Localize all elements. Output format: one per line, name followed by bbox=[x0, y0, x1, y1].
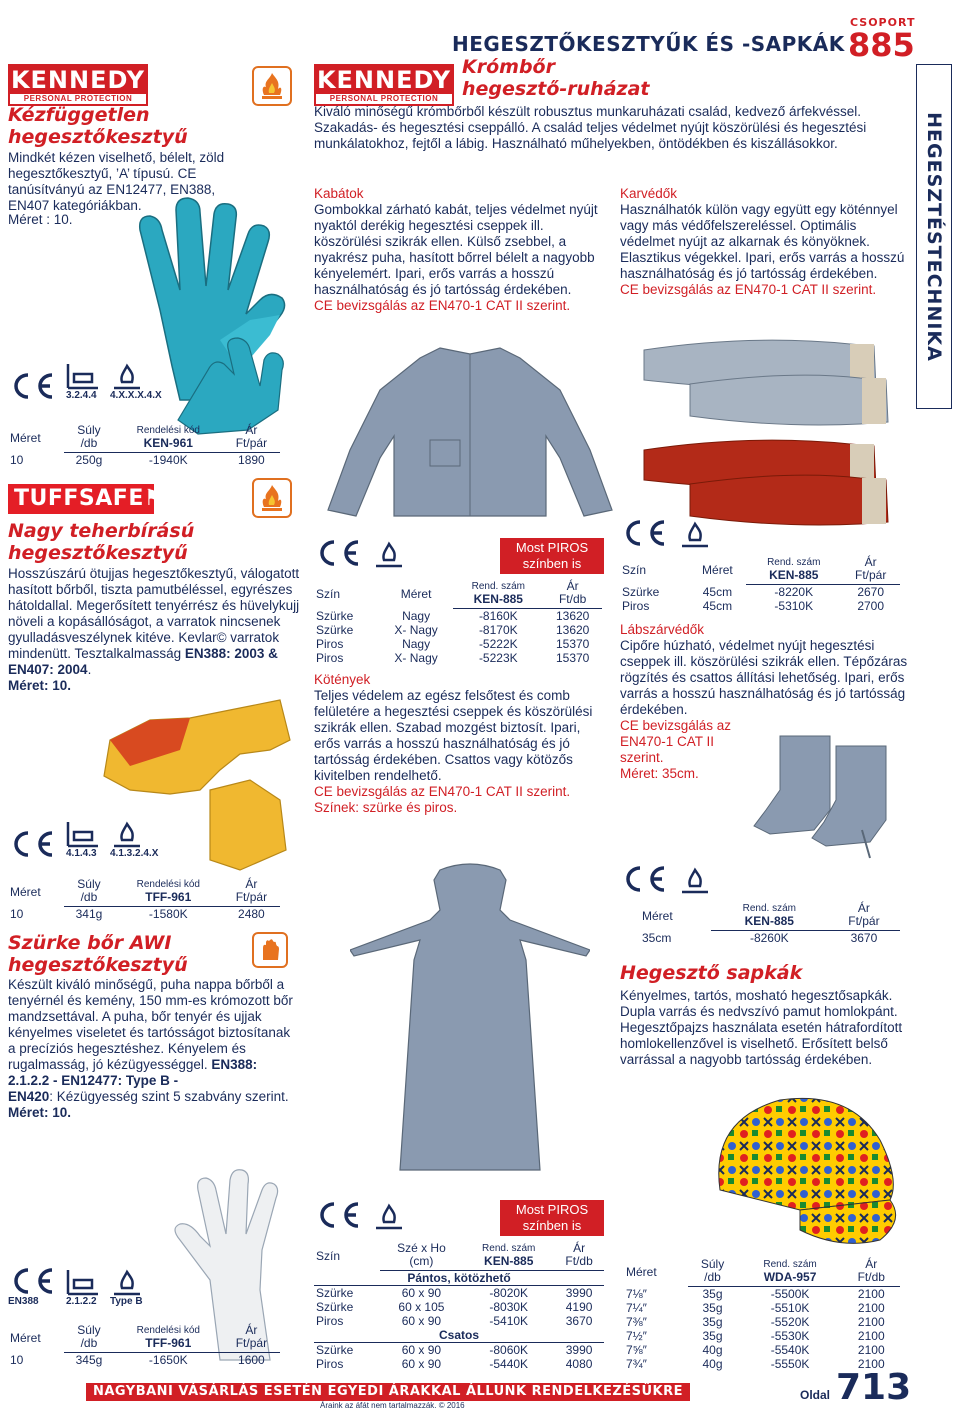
caps-desc: Kényelmes, tartós, mosható hegesztősapkák. Dupla varrás és nedvszívó pamut homlokpánt. Hegesztőpajzs használata esetén hátrafordított homlokellenzővel is viselhető. Erősített belső varrással a nagyobb tartósság érdekében. bbox=[620, 988, 903, 1067]
aprons-price-table: Szín Szé x Ho Rend. szám Ár (cm) KEN-885 Ft/db Pántos, kötözhető Szürke 60 x 90 -8020K 3990 Szürke 60 x 105 -8030K 4190 Piros 60 x 90 -5410K 3670 Csatos Szürke 60 x 90 -8060K 3990 Piros 60 x 90 -5440K 4080 bbox=[314, 1242, 604, 1371]
heat-risk-icon bbox=[678, 520, 712, 548]
glove3-desc: Készült kiváló minőségű, puha nappa bőrből a tenyérnél és kemény, 150 mm-es krómozott bőr mandzsettával. A puha, bőr tenyér és ujjak kényelmes viseletet és tartósságot biztosítanak a precíziós hegesztéshez. Kényelem és rugalmasság, jó kézügyességgel. EN388: 2.1.2.2 - EN12477: Type B - EN420: Kézügyesség szint 5 szabvány szerint. Méret: 10. bbox=[8, 977, 293, 1120]
spats-price-table: Méret Rend. szám Ár KEN-885 Ft/pár 35cm -8260K 3670 bbox=[640, 902, 900, 945]
glove3-certifications: EN388 2.1.2.2 Type B bbox=[8, 1266, 144, 1307]
ce-mark-icon bbox=[620, 864, 668, 894]
glove2-certifications: 4.1.4.3 4.1.3.2.4.X bbox=[8, 820, 158, 859]
heat-risk-icon bbox=[678, 866, 712, 894]
table-row: 7¾″ 40g -5550K 2100 bbox=[626, 1357, 885, 1371]
new-red-color-badge: Most PIROS színben is bbox=[500, 1200, 604, 1236]
ce-mark-icon bbox=[8, 1266, 56, 1296]
aprons-desc: Teljes védelem az egész felsőtest és comb felületére a hegesztési cseppek és köszörülési szikrák ellen. Szabad mozgést biztosít. Ipari, erős varrás a hosszú használhatóság és jó tartósság érdekében. Csattos vagy kötözős kivitelben rendelhető. CE bevizsgálás az EN470-1 CAT II szerint. Színek: szürke és piros. bbox=[314, 688, 593, 815]
glove1-certifications: 3.2.4.4 4.X.X.X.4.X bbox=[8, 362, 162, 401]
chrome-intro: Kiváló minőségű krómbőrből készült robusztus munkaruházati család, kedvező árfekvéssel. Szakadás- és hegesztési cseppálló. A család teljes védelmet nyújt köszörülési és hegesztési munkálatokhoz, fejtől a lábig. Használható műhelyekben, öntödékben és kiszállásokkor. bbox=[314, 104, 867, 151]
heat-risk-icon bbox=[372, 540, 406, 568]
hand-badge-icon bbox=[252, 932, 288, 968]
tuffsafe-logo: TUFFSAFE⚑ bbox=[8, 484, 154, 514]
kennedy-logo: KENNEDY PERSONAL PROTECTION bbox=[314, 64, 454, 106]
mechanical-risk-icon bbox=[66, 362, 100, 390]
aprons-title: Kötények bbox=[314, 672, 371, 687]
sleeves-desc: Használhatók külön vagy együtt egy köténnyel vagy más védőfelszereléssel. Optimális védelmet nyújt az alkarnak és könyöknek. Elasztikus végekkel. Ipari, erős varrás a hosszú használhatóság és jó tartósság érdekében. CE bevizsgálás az EN470-1 CAT II szerint. bbox=[620, 202, 905, 297]
mechanical-risk-icon bbox=[66, 820, 100, 848]
sleeves-price-table: Szín Méret Rend. szám Ár KEN-885 Ft/pár Szürke 45cm -8220K 2670 Piros 45cm -5310K 2700 bbox=[620, 556, 900, 613]
table-row: 10 345g -1650K 1600 bbox=[10, 1352, 265, 1367]
sleeves-title: Karvédők bbox=[620, 186, 678, 201]
glove2-price-table: Méret Súly Rendelési kód Ár /db TFF-961 Ft/pár 10 341g -1580K 2480 bbox=[8, 878, 280, 921]
table-row: Piros Nagy -5222K 15370 bbox=[316, 637, 590, 651]
table-row: 35cm -8260K 3670 bbox=[642, 930, 878, 945]
sleeves-red-image bbox=[630, 430, 900, 530]
table-row: Piros 60 x 90 -5410K 3670 bbox=[316, 1314, 593, 1328]
glove1-title: Kézfüggetlen hegesztőkesztyű bbox=[8, 104, 188, 148]
spats-image bbox=[750, 730, 900, 860]
ce-mark-icon bbox=[8, 829, 56, 859]
glove2-desc: Hosszúszárú ötujjas hegesztőkesztyű, válogatott hasított bőrből, tiszta pamutbéléssel, egyrészes hátoldallal. Megerősített tenyérrész és hüvelykujj növeli a kopásállóságot, a varratok nincsenek gyulladásveszélynek kitéve. Kevlar© varratok mindenütt. Tesztalkalmasság EN388: 2003 & EN407: 2004. Méret: 10. bbox=[8, 566, 300, 693]
glove1-price-table: Méret Súly Rendelési kód Ár /db KEN-961 Ft/pár 10 250g -1940K 1890 bbox=[8, 424, 280, 467]
bulk-purchase-banner: NAGYBANI VÁSÁRLÁS ESETÉN EGYEDI ÁRAKKAL ÁLLUNK RENDELKEZÉSÜKRE bbox=[86, 1383, 690, 1401]
jackets-certifications bbox=[314, 538, 406, 568]
table-row: Piros X- Nagy -5223K 15370 bbox=[316, 651, 590, 665]
spats-certifications bbox=[620, 864, 712, 894]
glove2-title: Nagy teherbírású hegesztőkesztyű bbox=[8, 520, 195, 564]
ce-mark-icon bbox=[314, 538, 362, 568]
chrome-title: Krómbőr hegesztő-ruházat bbox=[462, 56, 650, 100]
ce-mark-icon bbox=[314, 1200, 362, 1230]
table-row: 7½″ 35g -5530K 2100 bbox=[626, 1329, 885, 1343]
heat-risk-icon bbox=[372, 1202, 406, 1230]
group-number: 885 bbox=[848, 26, 915, 64]
fire-icon bbox=[252, 478, 292, 518]
table-row: Szürke Nagy -8160K 13620 bbox=[316, 608, 590, 623]
caps-price-table: Méret Súly Rend. szám Ár /db WDA-957 Ft/db 7⅛″ 35g -5500K 2100 7¼″ 35g -5510K 2100 7⅜″ 35g -5520K 2100 7½″ 35g -5530K 2100 7⅝″ 40g -5540K 2100 7¾″ 40g -5550K 2100 bbox=[624, 1258, 900, 1371]
apron-image bbox=[350, 860, 590, 1180]
glove1-size: Méret : 10. bbox=[8, 212, 73, 227]
new-red-color-badge: Most PIROS színben is bbox=[500, 538, 604, 574]
table-row: Szürke 60 x 90 -8020K 3990 bbox=[316, 1286, 593, 1300]
jackets-price-table: Szín Méret Rend. szám Ár KEN-885 Ft/db Szürke Nagy -8160K 13620 Szürke X- Nagy -8170K 13620 Piros Nagy -5222K 15370 Piros X- Nagy -5223K 15370 bbox=[314, 580, 602, 665]
heat-risk-icon bbox=[110, 362, 144, 390]
table-row: 7⅜″ 35g -5520K 2100 bbox=[626, 1315, 885, 1329]
fire-icon bbox=[252, 66, 292, 106]
page-label: Oldal bbox=[800, 1388, 831, 1402]
table-row: Piros 45cm -5310K 2700 bbox=[622, 599, 885, 613]
mechanical-risk-icon bbox=[66, 1268, 100, 1296]
sleeves-certifications bbox=[620, 518, 712, 548]
ce-mark-icon bbox=[620, 518, 668, 548]
table-row: 7⅛″ 35g -5500K 2100 bbox=[626, 1286, 885, 1301]
table-row: 7¼″ 35g -5510K 2100 bbox=[626, 1301, 885, 1315]
table-row: Szürke 45cm -8220K 2670 bbox=[622, 584, 885, 599]
group-label: CSOPORT bbox=[850, 16, 916, 29]
caps-title: Hegesztő sapkák bbox=[620, 962, 803, 984]
table-row: Piros 60 x 90 -5440K 4080 bbox=[316, 1357, 593, 1371]
spats-desc: Cipőre húzható, védelmet nyújt hegesztési cseppek ill. köszörülési szikrák ellen. Tépőzáras rögzítés és csattos állítási lehetőség. Ipari, erős varrás a hosszú használhatóság és jó tartósság érdekében. CE bevizsgálás az EN470-1 CAT II szerint. Méret: 35cm. bbox=[620, 638, 908, 781]
cap-image bbox=[690, 1080, 910, 1250]
table-row: Szürke X- Nagy -8170K 13620 bbox=[316, 623, 590, 637]
glove3-title: Szürke bőr AWI hegesztőkesztyű bbox=[8, 932, 188, 976]
table-row: Szürke 60 x 105 -8030K 4190 bbox=[316, 1300, 593, 1314]
table-row: 7⅝″ 40g -5540K 2100 bbox=[626, 1343, 885, 1357]
ce-mark-icon bbox=[8, 371, 56, 401]
jackets-title: Kabátok bbox=[314, 186, 364, 201]
jackets-desc: Gombokkal zárható kabát, teljes védelmet nyújt nyaktól derékig hegesztési cseppek ill. köszörülési szikrák ellen. Külső zsebbel, a nyakrész puha, hasított bőrrel bélelt a nagyobb kényelemért. Ipari, erős varrás a hosszú használhatóság és jó tartósság érdekében. CE bevizsgálás az EN470-1 CAT II szerint. bbox=[314, 202, 598, 313]
table-row: 10 250g -1940K 1890 bbox=[10, 452, 265, 467]
flame-icon: ⚑ bbox=[143, 486, 165, 511]
table-row: Szürke 60 x 90 -8060K 3990 bbox=[316, 1343, 593, 1357]
glove3-price-table: Méret Súly Rendelési kód Ár /db TFF-961 Ft/pár 10 345g -1650K 1600 bbox=[8, 1324, 280, 1367]
vat-note: Áraink az áfát nem tartalmazzák. © 2016 bbox=[320, 1401, 465, 1410]
sidebar-label: HEGESZTÉSTECHNIKA bbox=[923, 111, 945, 362]
page-title: HEGESZTŐKESZTYŰK ÉS -SAPKÁK bbox=[452, 32, 845, 56]
jacket-image bbox=[320, 340, 620, 520]
spats-title: Lábszárvédők bbox=[620, 622, 705, 637]
sleeves-grey-image bbox=[630, 330, 900, 430]
kennedy-logo: KENNEDY PERSONAL PROTECTION bbox=[8, 64, 148, 106]
heat-risk-icon bbox=[110, 1268, 144, 1296]
category-sidebar bbox=[916, 64, 952, 409]
page-number: 713 bbox=[836, 1367, 912, 1408]
aprons-certifications bbox=[314, 1200, 406, 1230]
table-row: 10 341g -1580K 2480 bbox=[10, 906, 265, 921]
heat-risk-icon bbox=[110, 820, 144, 848]
glove1-desc: Mindkét kézen viselhető, bélelt, zöld hegesztőkesztyű, ’A’ típusú. CE tanúsítványú az EN12477, EN388, EN407 kategóriákban. bbox=[8, 150, 225, 213]
